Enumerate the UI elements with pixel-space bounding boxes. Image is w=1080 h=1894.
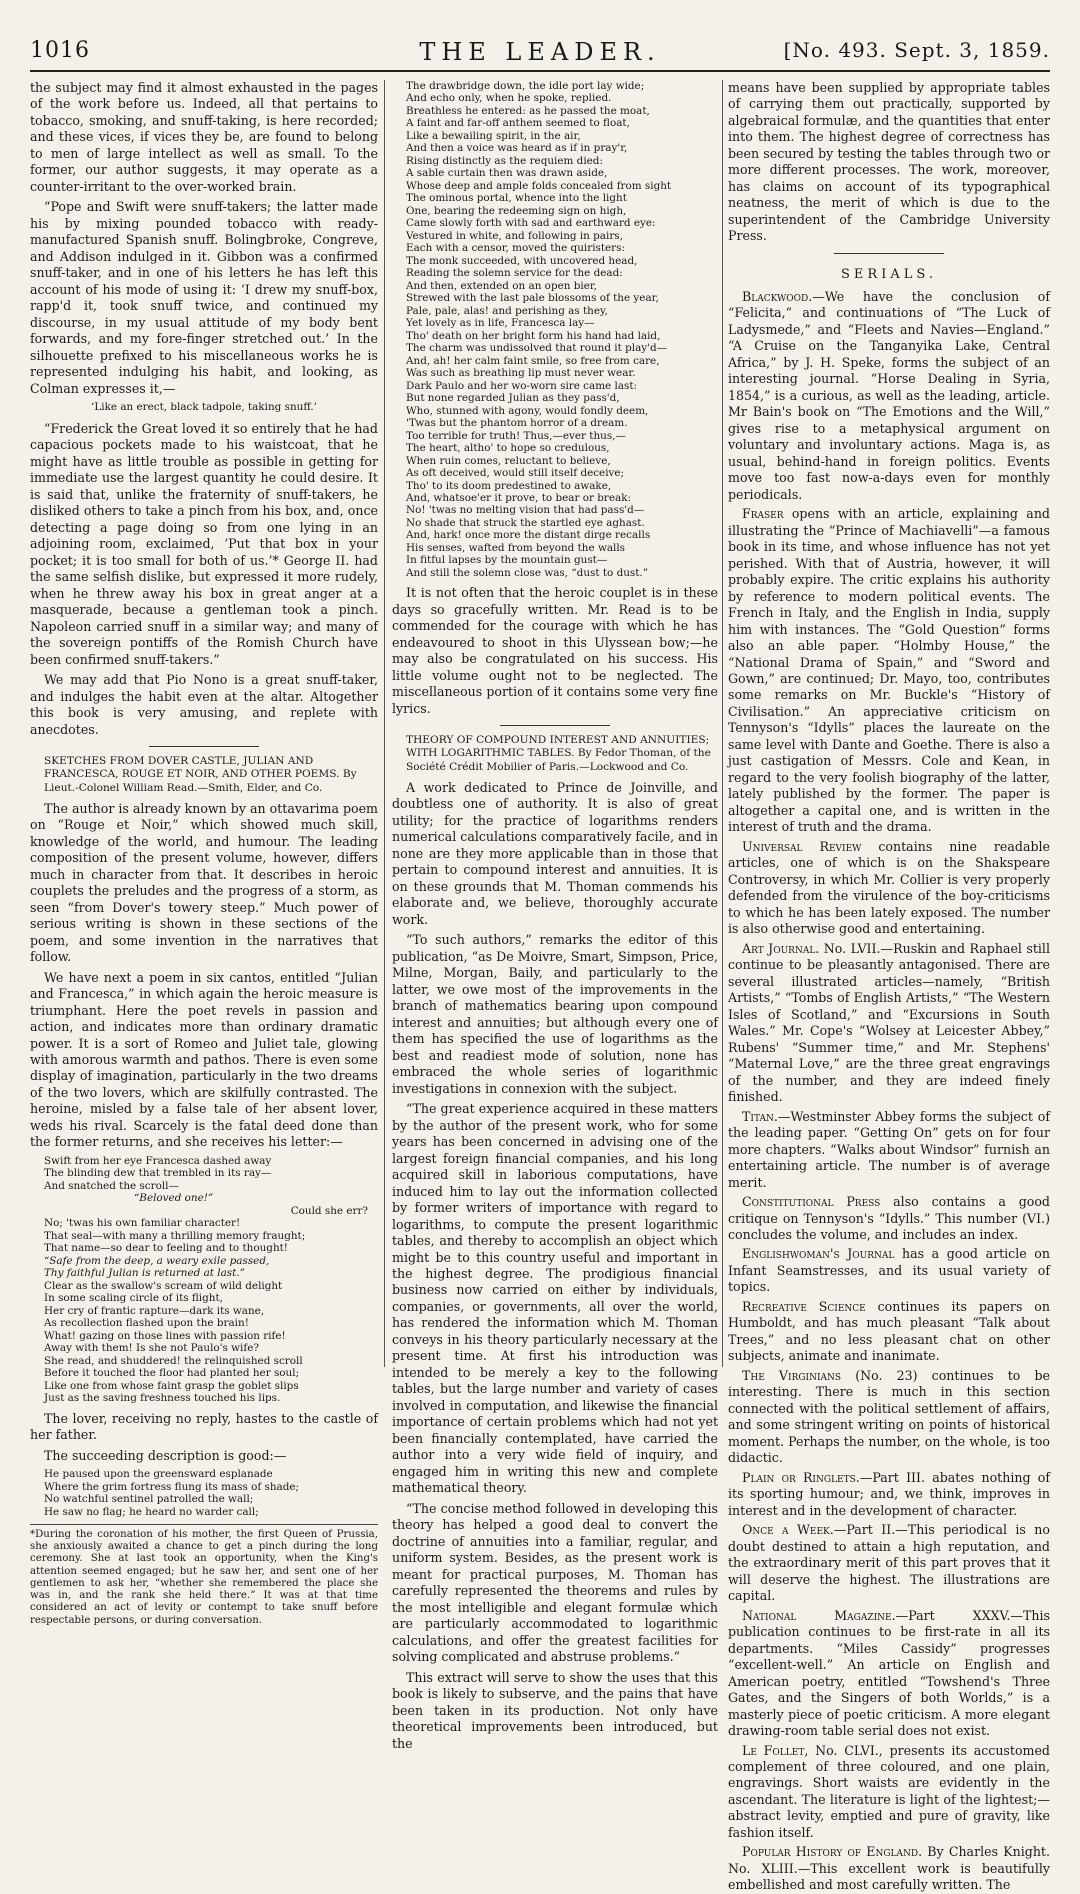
verse-line: Too terrible for truth! Thus,—ever thus,— [406,429,626,442]
masthead-title: THE LEADER. [419,38,661,66]
section-divider [149,746,259,747]
serial-text: has a good article on Infant Seamstresses, and its usual variety of topics. [728,1246,1050,1295]
paragraph: A work dedicated to Prince de Joinville, and doubtless one of authority. It is also of great utility; for the practice of logarithms renders numerical calculations comparatively facile, and in none are they more applicable than in those that pertain to compound interest and annuities. It is on these grounds that M. Thoman commends his elaborate and, we believe, thoroughly accurate work. [392,779,718,927]
verse-line: Pale, pale, alas! and perishing as they, [406,304,608,317]
footnote-text: *During the coronation of his mother, the first Queen of Prussia, she anxiously awaited a chance to get a pinch during the long ceremony. She at last took an opportunity, when the King's attention seemed engaged; but he saw her, and sent one of her gentlemen to ask her, “whether she remembered the place she was in, and the rank she held there.” It was at that time considered an act of levity or contempt to take snuff before respectable persons, or during conversation. [30,1528,378,1626]
verse-block [44,1155,378,1405]
quotation: ‘Like an erect, black tadpole, taking snuff.’ [91,401,317,414]
review-byline: By Fedor Thoman, of the Société Crédit Mobilier of Paris.—Lockwood and Co. [406,747,711,773]
verse-line: That name—so dear to feeling and to thought! [44,1242,288,1255]
paragraph: “To such authors,” remarks the editor of this publication, “as De Moivre, Smart, Simpson, Price, Milne, Morgan, Baily, and particularly to the latter, we owe most of the improvements in the branch of mathematics bearing upon compound interest and annuities; but although every one of them has specified the use of logarithms as the best and readiest mode of solution, none has embraced the whole series of logarithmic investigations in connexion with the subject. [392,932,718,1096]
paragraph: The succeeding description is good:— [44,1447,287,1463]
verse-line: And, whatsoe'er it prove, to bear or break: [406,491,632,504]
verse-line: Before it touched the floor had planted her soul; [44,1367,300,1380]
serial-name: Constitutional Press [742,1194,881,1210]
verse-line: Could she err? [290,1204,368,1217]
paragraph: The author is already known by an ottavarima poem on “Rouge et Noir,” which showed much skill, knowledge of the world, and humour. The leading composition of the present volume, however, differs much in character from that. It describes in heroic couplets the preludes and the progress of a storm, as seen “from Dover's towery steep.” Much power of serious writing is shown in these sections of the poem, and some invention in the narratives that follow. [30,800,378,965]
verse-line: He paused upon the greensward esplanade [44,1468,273,1481]
issue-date: [No. 493. Sept. 3, 1859. [783,38,1050,62]
verse-line: No; 'twas his own familiar character! [44,1217,241,1230]
verse-line: When ruin comes, reluctant to believe, [406,454,611,467]
column-rule [722,80,723,1367]
verse-line: But none regarded Julian as they pass'd, [406,392,620,405]
verse-line: Like a bewailing spirit, in the air, [406,129,581,142]
verse-line: Breathless he entered: as he passed the moat, [406,104,650,117]
verse-line: “Beloved one!” [134,1192,214,1205]
serial-entry [728,1194,1050,1243]
verse-line: His senses, wafted from beyond the walls [406,541,626,554]
verse-line: As oft deceived, would still itself deceive; [406,467,625,480]
review-heading [30,755,378,795]
verse-line: She read, and shuddered! the relinquished scroll [44,1354,303,1367]
verse-line: Her cry of frantic rapture—dark its wane, [44,1304,265,1317]
verse-line: What! gazing on those lines with passion rife! [44,1329,286,1342]
verse-line: The charm was undissolved that round it play'd— [406,342,668,355]
verse-line: The ominous portal, whence into the light [406,192,627,205]
serial-name: Art Journal. [742,940,820,956]
serial-text: By Charles Knight. No. XLIII.—This excellent work is beautifully embellished and most carefully written. The [728,1844,1050,1893]
serial-name: Titan. [742,1108,778,1124]
paragraph: means have been supplied by appropriate tables of carrying them out practically, supported by algebraical formulæ, and the quantities that enter into them. The highest degree of correctness has been secured by testing the tables through two or more different processes. The work, moreover, has claims on account of its typographical neatness, the merit of which is due to the superintendent of the Cambridge University Press. [728,80,1050,244]
serial-text: —Part II.—This periodical is no doubt destined to attain a high reputation, and the extraordinary merit of this part proves that it will deserve the highest. The illustrations are capital. [728,1522,1050,1604]
page-header [30,30,1050,72]
serial-entry [728,289,1050,503]
serial-name: Popular History of England. [742,1844,923,1860]
verse-line: And, hark! once more the distant dirge recalls [406,529,651,542]
verse-line: Away with them! Is she not Paulo's wife? [44,1342,259,1355]
verse-line: Tho' to its doom predestined to awake, [406,479,612,492]
serial-entry [728,1299,1050,1365]
review-title: THEORY OF COMPOUND INTEREST AND ANNUITIES; WITH LOGARITHMIC TABLES. [406,734,710,760]
paragraph: “Frederick the Great loved it so entirely that he had capacious pockets made to his waistcoat, that he might have as little trouble as possible in getting for immediate use the largest quantity he could desire. It is said that, unlike the fraternity of snuff-takers, he disliked others to take a pinch from his box, and, once detecting a page doing so from one lying in an adjoining room, exclaimed, ‘Put that box in your pocket; it is too small for both of us.’* George II. had the same selfish dislike, but expressed it more rudely, when he threw away his box in great anger at a masquerade, because a gentleman took a pinch. Napoleon carried snuff in a similar way; and many of the sovereign pontiffs of the Romish Church have been confirmed snuff-takers.” [30,420,378,667]
serial-entry [728,1844,1050,1893]
serial-text: opens with an article, explaining and illustrating the “Prince of Machiavelli”—a famous book in its time, and whose influence has not yet perished. With that of Austria, however, it will probably expire. The critic explains his authority by reference to modern political events. The French in Italy, and the English in India, supply him with instances. The “Gold Question” forms also an able paper. “Holmby House,” the “National Drama of Spain,” and “Sword and Gown,” are continued; Dr. Mayo, too, contributes some remarks on Mr. Buckle's “History of Civilisation.” An appreciative criticism on Tennyson's “Idylls” places the laureate on the same level with Dante and Goethe. There is also a just castigation of Messrs. Cole and Kean, in regard to the very foolish biography of the latter, lately published by the former. The paper is altogether a capital one, and is written in the interest of truth and the drama. [728,506,1050,835]
verse-line: The heart, altho' to hope so credulous, [406,442,610,455]
serials-heading: SERIALS. [841,266,937,282]
verse-line: Each with a censor, moved the quiristers: [406,242,625,255]
verse-line: And echo only, when he spoke, replied. [406,92,612,105]
serial-text: —Part III. abates nothing of its sporting humour; and, we think, improves in interest and in the development of character. [728,1469,1050,1518]
verse-line: No! 'twas no melting vision that had pass'd— [406,504,645,517]
serial-name: Le Follet, [742,1742,809,1758]
verse-line: Strewed with the last pale blossoms of the year, [406,292,659,305]
verse-line: Just as the saving freshness touched his lips. [44,1392,281,1405]
serial-name: Once a Week. [742,1522,834,1538]
review-heading [392,734,718,774]
verse-line: And then a voice was heard as if in pray'r, [406,142,628,155]
serial-entry [728,1522,1050,1604]
verse-line: The blinding dew that trembled in its ray— [44,1167,272,1180]
verse-line: And snatched the scroll— [44,1179,179,1192]
serial-name: Fraser [742,506,784,522]
serial-text: No. LVII.—Ruskin and Raphael still continue to be pleasantly antagonised. There are several illustrated articles—namely, “British Artists,” “Tombs of English Artists,” “The Western Isles of Scotland,” and “Excursions in South Wales.” Mr. Cope's “Wolsey at Leicester Abbey,” Rubens' “Summer time,” and Mr. Stephens' “Maternal Love,” are the three great engravings of the number, and they are indeed finely finished. [728,940,1050,1105]
verse-line: As recollection flashed upon the brain! [44,1317,249,1330]
verse-line: Rising distinctly as the requiem died: [406,154,603,167]
section-divider [500,725,610,726]
verse-line: Vestured in white, and following in pairs, [406,229,623,242]
paragraph: The lover, receiving no reply, hastes to the castle of her father. [30,1410,378,1443]
verse-line: No watchful sentinel patrolled the wall; [44,1493,254,1506]
verse-line: Clear as the swallow's scream of wild delight [44,1279,283,1292]
column-1 [30,80,378,1626]
serial-name: Plain or Ringlets. [742,1469,860,1485]
verse-line: And then, extended on an open bier, [406,279,597,292]
serial-name: Blackwood. [742,288,813,304]
verse-line: And, ah! her calm faint smile, so free from care, [406,354,660,367]
verse-line: Who, stunned with agony, would fondly deem, [406,404,649,417]
paragraph: This extract will serve to show the uses that this book is likely to subserve, and the pains that have been taken in its production. Not only have theoretical improvements been introduced, but the [392,1669,718,1751]
serial-entry [728,1608,1050,1740]
page-number: 1016 [30,38,90,63]
serials-list [728,289,1050,1894]
verse-line: That seal—with many a thrilling memory fraught; [44,1229,306,1242]
verse-line: One, bearing the redeeming sign on high, [406,204,627,217]
paragraph: the subject may find it almost exhausted in the pages of the work before us. Indeed, all that pertains to tobacco, smoking, and snuff-taking, is here recorded; and these vices, if vices they be, are found to belong to men of large intellect as well as small. To the former, our author suggests, it may operate as a counter-irritant to the over-worked brain. [30,80,378,194]
verse-line: In fitful lapses by the mountain gust— [406,554,608,567]
paragraph: “The great experience acquired in these matters by the author of the present work, who for some years has been concerned in advising one of the largest foreign financial companies, and his long acquired skill in laborious computations, have induced him to lay out the information collected by former writers of importance with regard to logarithms, to compute the present logarithmic tables, and thereby to accomplish an object which might be to this country useful and important in the highest degree. The prodigious financial business now carried on either by individuals, companies, or governments, all over the world, has rendered the information which M. Thoman conveys in his theory particularly necessary at the present time. At first his introduction was intended to be merely a key to the following tables, but the large number and variety of cases involved in computation, and likewise the financial importance of certain problems which had not yet been financially contemplated, have carried the author into a very wide field of inquiry, and engaged him in writing this new and complete mathematical theory. [392,1101,718,1496]
serial-entry [728,1246,1050,1295]
verse-line: A faint and far-off anthem seemed to float, [406,117,630,130]
verse-line: The drawbridge down, the idle port lay wide; [406,80,645,92]
paragraph: “Pope and Swift were snuff-takers; the latter made his by mixing pounded tobacco with ready-manufactured Spanish snuff. Bolingbroke, Congreve, and Addison indulged in it. Gibbon was a confirmed snuff-taker, and in one of his letters he has left this account of his mode of using it: ‘I drew my snuff-box, rapp'd it, took snuff twice, and continued my discourse, in my usual attitude of my body bent forwards, and my fore-finger stretched out.’ In the silhouette prefixed to his miscellaneous works he is represented indulging his habit, and looking, as Colman expresses it,— [30,199,378,396]
serial-entry [728,1743,1050,1842]
verse-line: The monk succeeded, with uncovered head, [406,254,638,267]
serial-entry [728,941,1050,1106]
paragraph: “The concise method followed in developing this theory has helped a good deal to convert the doctrine of annuities into a familiar, regular, and uniform system. Besides, as the present work is meant for practical purposes, M. Thoman has carefully represented the theorems and rules by the most intelligible and elegant formulæ which are particularly accommodated to logarithmic calculations, and offer the greatest facilities for solving complicated and abstruse problems.” [392,1500,718,1665]
serial-text: No. CLVI., presents its accustomed complement of three coloured, and one plain, engravings. Short waists are evidently in the ascendant. The literature is light of the lightest;—abstract levity, emptied and pure of gravity, like fashion itself. [728,1742,1050,1840]
section-divider [834,253,944,254]
serial-name: Universal Review [742,838,862,854]
verse-line: Reading the solemn service for the dead: [406,267,623,280]
verse-line: 'Twas but the phantom horror of a dream. [406,417,628,430]
verse-line: Came slowly forth with sad and earthward eye: [406,217,656,230]
serial-text: —Westminster Abbey forms the subject of the leading paper. “Getting On” gets on for four more chapters. “Walks about Windsor” furnish an entertaining article. The number is of average merit. [728,1108,1050,1190]
verse-line: A sable curtain then was drawn aside, [406,167,608,180]
verse-line: Tho' death on her bright form his hand had laid, [406,329,661,342]
verse-line: Like one from whose faint grasp the goblet slips [44,1379,299,1392]
paragraph: We have next a poem in six cantos, entitled “Julian and Francesca,” in which again the heroic measure is triumphant. Here the poet revels in passion and action, and indicates more than ordinary dramatic power. It is a sort of Romeo and Juliet tale, glowing with amorous warmth and pathos. There is even some display of imagination, particularly in the two dreams of the two lovers, which are skilfully contrasted. The heroine, misled by a false tale of her absent lover, weds his rival. Scarcely is the fatal deed done than the former returns, and she receives his letter:— [30,969,378,1150]
serial-entry [728,506,1050,836]
serial-name: Recreative Science [742,1298,866,1314]
verse-line: And still the solemn close was, “dust to dust.” [406,566,649,579]
column-3 [728,80,1050,1893]
serial-text: —Part XXXV.—This publication continues to be first-rate in all its departments. “Miles Cassidy” progresses “excellent-well.” An article on English and American poetry, entitled “Towshend's Three Gates, and the Singers of both Worlds,” is a masterly piece of poetic criticism. A more elegant drawing-room table serial does not exist. [728,1607,1050,1739]
serial-name: Englishwoman's Journal [742,1246,895,1262]
serial-name: The Virginians [742,1367,842,1383]
verse-line: In some scaling circle of its flight, [44,1292,223,1305]
serial-text: also contains a good critique on Tennyson's “Idylls.” This number (VI.) concludes the volume, and includes an index. [728,1194,1050,1242]
serial-text: contains nine readable articles, one of which is on the Shakspeare Controversy, in which Mr. Collier is very properly defended from the virulence of the boy-criticisms to which he has been lately exposed. The number is also otherwise good and entertaining. [728,838,1050,937]
review-title: SKETCHES FROM DOVER CASTLE, JULIAN AND FRANCESCA, ROUGE ET NOIR, AND OTHER POEMS. [44,755,340,781]
verse-line: No shade that struck the startled eye aghast. [406,516,645,529]
serial-entry [728,839,1050,938]
verse-block [44,1468,378,1518]
serial-entry [728,1368,1050,1467]
serial-name: National Magazine. [742,1607,896,1623]
serial-entry [728,1470,1050,1519]
verse-line: Dark Paulo and her wo-worn sire came last: [406,379,638,392]
verse-line: Where the grim fortress flung its mass of shade; [44,1480,300,1493]
verse-block [406,80,718,579]
serial-entry [728,1109,1050,1191]
verse-line: Whose deep and ample folds concealed from sight [406,179,672,192]
verse-line: Was such as breathing lip must never wear. [406,367,636,380]
paragraph: It is not often that the heroic couplet is in these days so gracefully written. Mr. Read is to be commended for the courage with which he has endeavoured to shoot in this Ulyssean bow;—he may also be congratulated on his success. His little volume ought not to be neglected. The miscellaneous portion of it contains some very fine lyrics. [392,585,718,716]
column-2 [392,80,718,1751]
review-byline: By Lieut.-Colonel William Read.—Smith, Elder, and Co. [44,768,357,794]
verse-line: “Safe from the deep, a weary exile passed, [44,1254,270,1267]
column-rule [384,80,385,1367]
verse-line: Yet lovely as in life, Francesca lay— [406,317,595,330]
paragraph: We may add that Pio Nono is a great snuff-taker, and indulges the habit even at the altar. Altogether this book is very amusing, and replete with anecdotes. [30,672,378,737]
footnote [30,1524,378,1627]
serial-text: —We have the conclusion of “Felicita,” and continuations of “The Luck of Ladysmede,” and “Fleets and Navies—England.” “A Cruise on the Tanganyika Lake, Central Africa,” by J. H. Speke, forms the subject of an interesting journal. “Horse Dealing in Syria, 1854,” is a curious, as well as the leading, article. Mr Bain's book on “The Emotions and the Will,” gives rise to a metaphysical argument on voluntary and involuntary actions. Maga is, as usual, behind-hand in foreign politics. Events move too fast now-a-days even for monthly periodicals. [728,288,1050,502]
verse-line: Swift from her eye Francesca dashed away [44,1154,272,1167]
verse-line: Thy faithful Julian is returned at last.” [44,1267,245,1280]
serial-text: continues its papers on Humboldt, and has much pleasant “Talk about Trees,” and no less pleasant chat on other subjects, animate and inanimate. [728,1298,1050,1364]
serial-text: (No. 23) continues to be interesting. There is much in this section connected with the political settlement of affairs, and some stringent writing on points of historical moment. Perhaps the number, on the whole, is too didactic. [728,1367,1050,1466]
verse-line: He saw no flag; he heard no warder call; [44,1505,259,1518]
